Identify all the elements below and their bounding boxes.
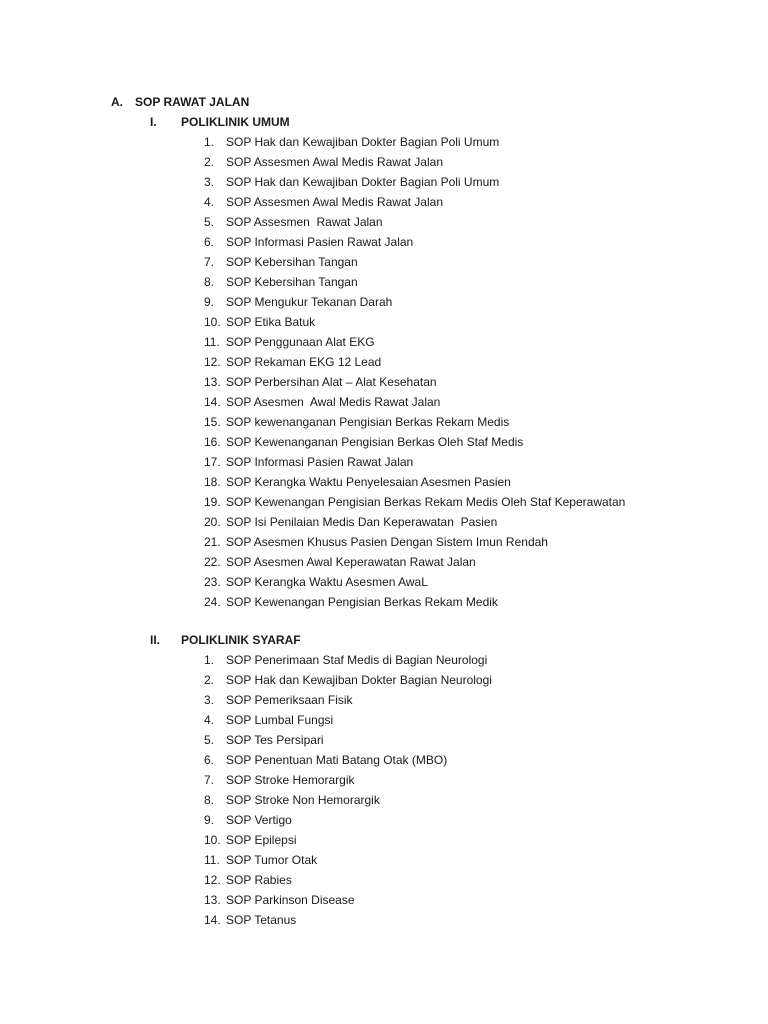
list-item: SOP Kewenangan Pengisian Berkas Rekam Medik — [226, 595, 498, 609]
list-item-number: 2. — [204, 673, 215, 687]
list-item-number: 3. — [204, 693, 215, 707]
list-item: SOP Assesmen Awal Medis Rawat Jalan — [226, 195, 443, 209]
list-item: SOP Tumor Otak — [226, 853, 318, 867]
list-item: SOP Stroke Non Hemorargik — [226, 793, 380, 807]
list-item-number: 9. — [204, 295, 215, 309]
subsection-marker: I. — [150, 115, 157, 129]
list-item: SOP Kebersihan Tangan — [226, 275, 358, 289]
list-item: SOP Pemeriksaan Fisik — [226, 693, 353, 707]
list-item: SOP Asesmen Khusus Pasien Dengan Sistem Imun Rendah — [226, 535, 548, 549]
list-item: SOP Assesmen Awal Medis Rawat Jalan — [226, 155, 443, 169]
list-item: SOP Parkinson Disease — [226, 893, 355, 907]
list-item: SOP Rekaman EKG 12 Lead — [226, 355, 382, 369]
list-item: SOP Rabies — [226, 873, 292, 887]
list-item-number: 15. — [204, 415, 221, 429]
list-item-number: 12. — [204, 873, 221, 887]
list-item-number: 2. — [204, 155, 215, 169]
list-item-number: 11. — [204, 335, 220, 349]
list-item-number: 4. — [204, 713, 215, 727]
list-item: SOP Tes Persipari — [226, 733, 324, 747]
list-item: SOP Asesmen Awal Keperawatan Rawat Jalan — [226, 555, 476, 569]
list-item-number: 5. — [204, 733, 215, 747]
list-item-number: 8. — [204, 793, 215, 807]
list-item-number: 18. — [204, 475, 221, 489]
list-item-number: 13. — [204, 375, 221, 389]
list-item: SOP Informasi Pasien Rawat Jalan — [226, 455, 414, 469]
list-item: SOP Vertigo — [226, 813, 292, 827]
section-title: SOP RAWAT JALAN — [135, 95, 250, 109]
list-item-number: 9. — [204, 813, 215, 827]
list-item: SOP Perbersihan Alat – Alat Kesehatan — [226, 375, 437, 389]
list-item-number: 24. — [204, 595, 221, 609]
list-item: SOP Kebersihan Tangan — [226, 255, 358, 269]
list-item-number: 3. — [204, 175, 215, 189]
list-item: SOP Hak dan Kewajiban Dokter Bagian Neurologi — [226, 673, 492, 687]
section-marker: A. — [111, 95, 123, 109]
list-item: SOP Assesmen Rawat Jalan — [226, 215, 383, 229]
list-item-number: 10. — [204, 833, 221, 847]
list-item-number: 23. — [204, 575, 221, 589]
list-item-number: 10. — [204, 315, 221, 329]
list-item: SOP Penerimaan Staf Medis di Bagian Neurologi — [226, 653, 488, 667]
list-item-number: 14. — [204, 913, 221, 927]
list-item: SOP Kerangka Waktu Penyelesaian Asesmen Pasien — [226, 475, 511, 489]
list-item-number: 1. — [204, 135, 215, 149]
list-item: SOP Hak dan Kewajiban Dokter Bagian Poli Umum — [226, 135, 500, 149]
subsection-marker: II. — [150, 633, 161, 647]
list-item-number: 14. — [204, 395, 221, 409]
list-item: SOP Etika Batuk — [226, 315, 316, 329]
list-item-number: 4. — [204, 195, 215, 209]
list-item-number: 16. — [204, 435, 221, 449]
list-item: SOP Tetanus — [226, 913, 297, 927]
subsection-title: POLIKLINIK SYARAF — [181, 633, 301, 647]
list-item: SOP Isi Penilaian Medis Dan Keperawatan Pasien — [226, 515, 498, 529]
list-item: SOP Penggunaan Alat EKG — [226, 335, 375, 349]
list-item: SOP Stroke Hemorargik — [226, 773, 355, 787]
list-item-number: 19. — [204, 495, 221, 509]
list-item-number: 7. — [204, 255, 215, 269]
list-item-number: 20. — [204, 515, 221, 529]
list-item: SOP Hak dan Kewajiban Dokter Bagian Poli Umum — [226, 175, 500, 189]
list-item: SOP Asesmen Awal Medis Rawat Jalan — [226, 395, 441, 409]
list-item: SOP Kewenanganan Pengisian Berkas Oleh Staf Medis — [226, 435, 524, 449]
list-item: SOP Kerangka Waktu Asesmen AwaL — [226, 575, 428, 589]
list-item: SOP Kewenangan Pengisian Berkas Rekam Medis Oleh Staf Keperawatan — [226, 495, 626, 509]
subsection-title: POLIKLINIK UMUM — [181, 115, 290, 129]
list-item-number: 22. — [204, 555, 221, 569]
list-item: SOP Lumbal Fungsi — [226, 713, 334, 727]
list-item: SOP Informasi Pasien Rawat Jalan — [226, 235, 414, 249]
list-item: SOP Penentuan Mati Batang Otak (MBO) — [226, 753, 448, 767]
list-item-number: 8. — [204, 275, 215, 289]
list-item-number: 6. — [204, 235, 215, 249]
list-item: SOP Mengukur Tekanan Darah — [226, 295, 393, 309]
list-item-number: 5. — [204, 215, 215, 229]
list-item-number: 12. — [204, 355, 221, 369]
list-item-number: 7. — [204, 773, 215, 787]
list-item: SOP kewenanganan Pengisian Berkas Rekam Medis — [226, 415, 510, 429]
list-item-number: 11. — [204, 853, 220, 867]
list-item-number: 13. — [204, 893, 221, 907]
list-item-number: 6. — [204, 753, 215, 767]
list-item: SOP Epilepsi — [226, 833, 297, 847]
list-item-number: 17. — [204, 455, 221, 469]
list-item-number: 21. — [204, 535, 221, 549]
list-item-number: 1. — [204, 653, 215, 667]
